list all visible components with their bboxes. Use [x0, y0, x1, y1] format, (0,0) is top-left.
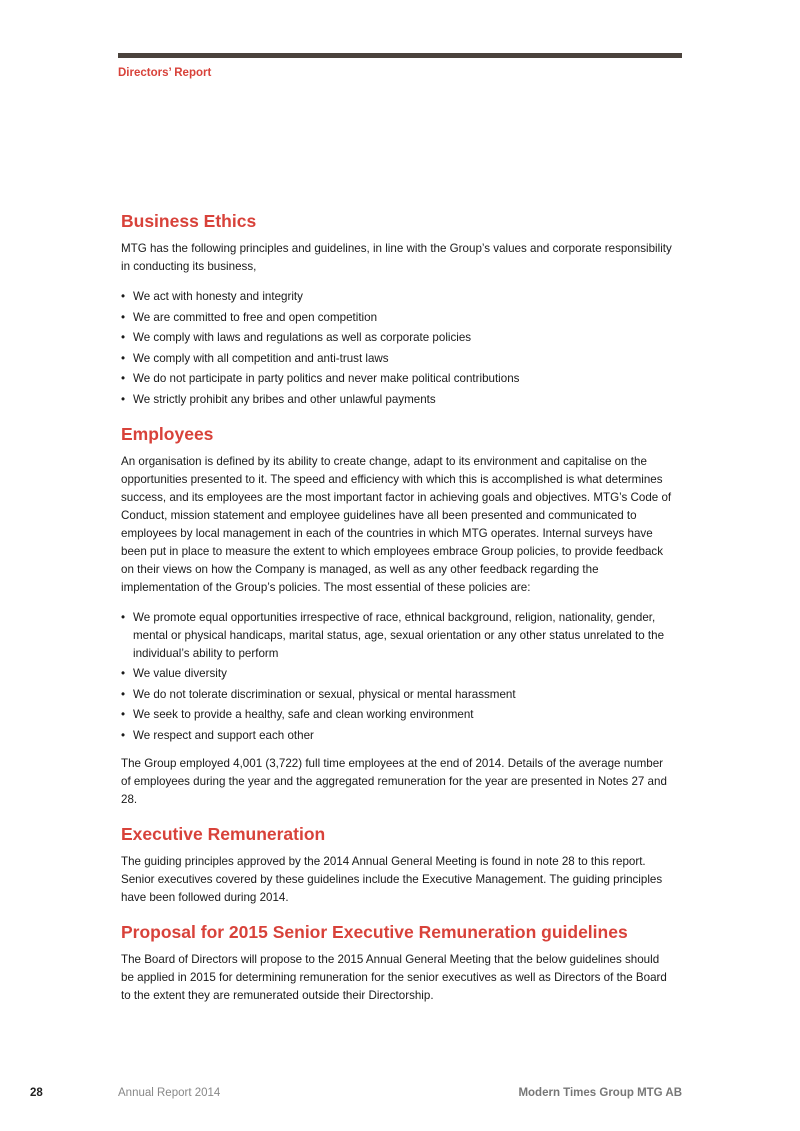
page-number: 28: [30, 1087, 43, 1099]
employees-list: [121, 609, 673, 745]
employees-heading: Employees: [121, 423, 214, 444]
main-content: [121, 210, 673, 1005]
header-rule: [118, 53, 682, 58]
list-item: • We do not tolerate discrimination or sexual, physical or mental harassment: [121, 686, 673, 704]
proposal-section: [121, 921, 673, 1005]
employees-intro: An organisation is defined by its ability to create change, adapt to its environment and capitalise on the opportunities presented to it. The speed and efficiency with which this is accomplished is what determines success, and its employees are the most important factor in achieving goals and objectives. MTG’s Code of Conduct, mission statement and employee guidelines have all been presented and communicated to employees by local management in each of the countries in which MTG operates. Internal surveys have been put in place to measure the extent to which employees embrace Group policies, to provide feedback on their views on how the Company is managed, as well as any other feedback regarding the implementation of the Group’s policies. The most essential of these policies are:: [121, 454, 672, 594]
company-name: Modern Times Group MTG AB: [518, 1087, 682, 1099]
proposal-heading: Proposal for 2015 Senior Executive Remuneration guidelines: [121, 921, 628, 942]
list-item: • We respect and support each other: [121, 727, 673, 745]
list-item: • We seek to provide a healthy, safe and clean working environment: [121, 706, 673, 724]
employees-section: [121, 423, 673, 809]
list-item: • We do not participate in party politics and never make political contributions: [121, 370, 673, 388]
executive-remuneration-section: [121, 823, 673, 907]
executive-remuneration-heading: Executive Remuneration: [121, 823, 326, 844]
list-item: • We comply with laws and regulations as well as corporate policies: [121, 329, 673, 347]
executive-remuneration-text: The guiding principles approved by the 2014 Annual General Meeting is found in note 28 to this report. Senior executives covered by these guidelines include the Executive Management. The guiding principles have been followed during 2014.: [121, 854, 663, 904]
business-ethics-section: [121, 210, 673, 409]
list-item: • We are committed to free and open competition: [121, 309, 673, 327]
list-item: • We strictly prohibit any bribes and other unlawful payments: [121, 391, 673, 409]
proposal-text: The Board of Directors will propose to the 2015 Annual General Meeting that the below guidelines should be applied in 2015 for determining remuneration for the senior executives as well as Directors of the Board to the extent they are remunerated outside their Directorship.: [121, 952, 667, 1002]
report-title: Annual Report 2014: [118, 1087, 221, 1099]
employees-closing: The Group employed 4,001 (3,722) full time employees at the end of 2014. Details of the average number of employees during the year and the aggregated remuneration for the year are presented in Notes 27 and 28.: [121, 756, 667, 806]
list-item: • We comply with all competition and anti-trust laws: [121, 350, 673, 368]
list-item: • We value diversity: [121, 665, 673, 683]
list-item: • We act with honesty and integrity: [121, 288, 673, 306]
business-ethics-heading: Business Ethics: [121, 211, 257, 231]
list-item: • We promote equal opportunities irrespective of race, ethnical background, religion, nationality, gender, mental or physical handicaps, marital status, age, sexual orientation or any other status unrelated to the individual’s ability to perform: [121, 609, 673, 663]
business-ethics-list: [121, 288, 673, 409]
section-label: Directors’ Report: [118, 67, 212, 79]
business-ethics-intro: MTG has the following principles and guidelines, in line with the Group’s values and corporate responsibility in conducting its business,: [121, 242, 672, 273]
